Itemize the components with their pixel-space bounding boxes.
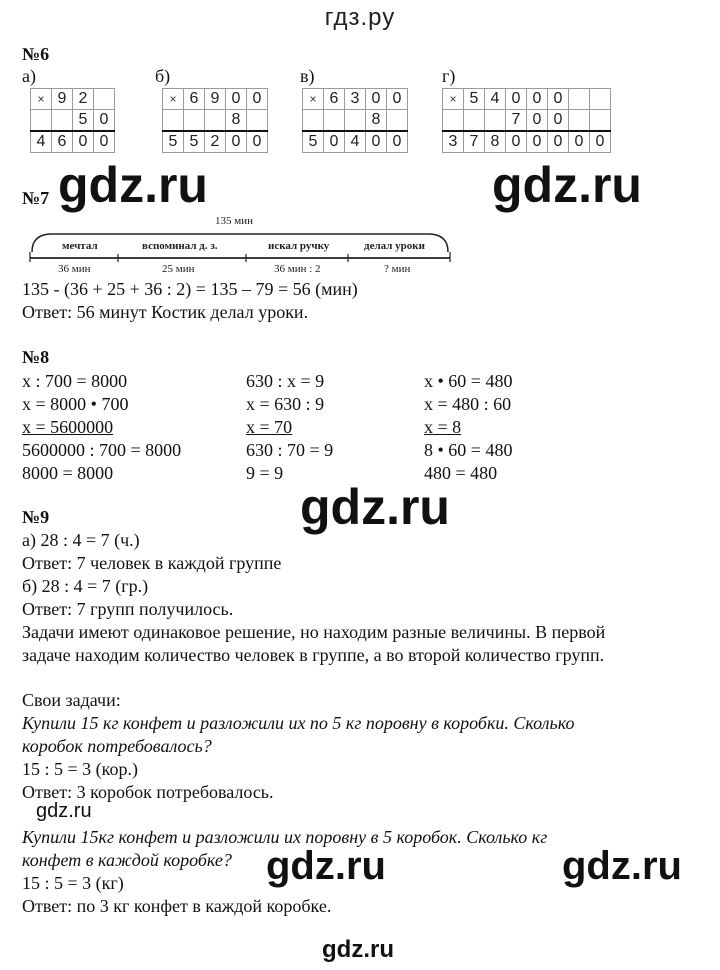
watermark: gdz.ru	[58, 157, 208, 213]
grid-cell	[324, 110, 345, 132]
grid-cell: 5	[184, 131, 205, 153]
grid-cell: 0	[527, 110, 548, 132]
grid-cell: 0	[569, 131, 590, 153]
grid-cell: 0	[94, 110, 115, 132]
times-sign: ×	[31, 89, 52, 110]
grid-cell	[464, 110, 485, 132]
equation-line: x = 630 : 9	[246, 394, 325, 414]
watermark: gdz.ru	[322, 936, 394, 963]
grid-cell: 7	[464, 131, 485, 153]
grid-cell: 0	[247, 131, 268, 153]
own-tasks-heading: Свои задачи:	[22, 690, 121, 710]
task-9-line: б) 28 : 4 = 7 (гр.)	[22, 576, 149, 596]
task-9-number: №9	[22, 507, 50, 527]
equation-result: x = 5600000	[22, 417, 114, 437]
timeline-segment-3: искал ручку	[268, 240, 330, 252]
timeline-value-2: 25 мин	[162, 263, 195, 275]
own-task-2-solution: 15 : 5 = 3 (кг)	[22, 873, 124, 893]
equation-check: 480 = 480	[424, 463, 498, 483]
grid-cell	[303, 110, 324, 132]
own-task-2-text: конфет в каждой коробке?	[22, 850, 232, 870]
grid-cell: 0	[548, 89, 569, 110]
grid-cell: 3	[443, 131, 464, 153]
own-task-1-text: Купили 15 кг конфет и разложили их по 5 кг поровну в коробки. Сколько	[22, 713, 575, 733]
watermark: gdz.ru	[562, 844, 682, 888]
watermark: gdz.ru	[300, 479, 450, 535]
equation-line: x : 700 = 8000	[22, 371, 128, 391]
grid-cell: 0	[590, 131, 611, 153]
grid-cell: 2	[73, 89, 94, 110]
task-8-number: №8	[22, 347, 50, 367]
grid-cell: 9	[205, 89, 226, 110]
grid-cell: 0	[73, 131, 94, 153]
task-6-label-v: в)	[300, 66, 315, 86]
grid-cell: 0	[387, 131, 408, 153]
times-sign: ×	[443, 89, 464, 110]
grid-cell	[52, 110, 73, 132]
grid-cell: 0	[94, 131, 115, 153]
grid-cell: 5	[464, 89, 485, 110]
grid-cell: 3	[345, 89, 366, 110]
grid-cell: 4	[31, 131, 52, 153]
grid-cell	[31, 110, 52, 132]
equation-check: 5600000 : 700 = 8000	[22, 440, 182, 460]
task-6-label-g: г)	[442, 66, 456, 86]
own-task-1-text: коробок потребовалось?	[22, 736, 212, 756]
grid-cell: 8	[485, 131, 506, 153]
grid-cell: 0	[548, 131, 569, 153]
grid-cell: 2	[205, 131, 226, 153]
task-6-number: №6	[22, 44, 50, 64]
grid-cell: 0	[506, 131, 527, 153]
task-7-answer: Ответ: 56 минут Костик делал уроки.	[22, 302, 309, 322]
times-sign: ×	[303, 89, 324, 110]
timeline-value-4: ? мин	[384, 263, 411, 275]
grid-cell: 0	[226, 131, 247, 153]
task-9-line: Задачи имеют одинаковое решение, но находим разные величины. В первой	[22, 622, 606, 642]
grid-cell: 0	[506, 89, 527, 110]
equation-line: x = 480 : 60	[424, 394, 512, 414]
timeline-segment-2: вспоминал д. з.	[142, 240, 218, 252]
grid-cell: 0	[387, 89, 408, 110]
grid-cell: 6	[324, 89, 345, 110]
grid-cell	[590, 110, 611, 132]
timeline-value-1: 36 мин	[58, 263, 91, 275]
grid-cell: 0	[548, 110, 569, 132]
grid-cell: 4	[345, 131, 366, 153]
multiplication-grid-v	[302, 88, 408, 153]
equation-result: x = 8	[424, 417, 462, 437]
grid-cell	[184, 110, 205, 132]
grid-cell	[247, 110, 268, 132]
grid-cell	[443, 110, 464, 132]
task-9-line: задаче находим количество человек в группе, а во второй количество групп.	[22, 645, 605, 665]
equation-line: 630 : x = 9	[246, 371, 325, 391]
multiplication-grid-b	[162, 88, 268, 153]
task-9-line: Ответ: 7 человек в каждой группе	[22, 553, 282, 573]
timeline-segment-4: делал уроки	[364, 240, 425, 252]
grid-cell: 0	[226, 89, 247, 110]
task-7-solution: 135 - (36 + 25 + 36 : 2) = 135 – 79 = 56 (мин)	[22, 279, 358, 299]
grid-cell: 5	[303, 131, 324, 153]
equation-line: x • 60 = 480	[424, 371, 513, 391]
grid-cell: 8	[366, 110, 387, 132]
watermark: gdz.ru	[492, 157, 642, 213]
watermark: gdz.ru	[266, 844, 386, 888]
grid-cell	[569, 110, 590, 132]
grid-cell: 0	[527, 89, 548, 110]
grid-cell: 0	[247, 89, 268, 110]
site-title: гдз.ру	[324, 4, 396, 31]
grid-cell: 9	[52, 89, 73, 110]
grid-cell	[163, 110, 184, 132]
equation-check: 9 = 9	[246, 463, 284, 483]
grid-cell: 5	[163, 131, 184, 153]
timeline-segment-1: мечтал	[62, 240, 98, 252]
grid-cell: 8	[226, 110, 247, 132]
equation-check: 8000 = 8000	[22, 463, 114, 483]
grid-cell: 0	[366, 89, 387, 110]
grid-cell	[345, 110, 366, 132]
grid-cell	[590, 89, 611, 110]
grid-cell: 7	[506, 110, 527, 132]
grid-cell: 5	[73, 110, 94, 132]
equation-check: 630 : 70 = 9	[246, 440, 334, 460]
times-sign: ×	[163, 89, 184, 110]
grid-cell	[94, 89, 115, 110]
task-9-line: Ответ: 7 групп получилось.	[22, 599, 234, 619]
task-6-label-a: а)	[22, 66, 36, 86]
grid-cell: 0	[366, 131, 387, 153]
task-9-line: а) 28 : 4 = 7 (ч.)	[22, 530, 140, 550]
own-task-2-text: Купили 15кг конфет и разложили их поровну в 5 коробок. Сколько кг	[22, 827, 548, 847]
grid-cell	[569, 89, 590, 110]
grid-cell	[205, 110, 226, 132]
grid-cell: 6	[52, 131, 73, 153]
grid-cell: 4	[485, 89, 506, 110]
equation-result: x = 70	[246, 417, 293, 437]
grid-cell	[387, 110, 408, 132]
task-6-label-b: б)	[155, 66, 171, 86]
own-task-1-solution: 15 : 5 = 3 (кор.)	[22, 759, 138, 779]
own-task-1-answer: Ответ: 3 коробок потребовалось.	[22, 782, 274, 802]
grid-cell: 6	[184, 89, 205, 110]
timeline-total-label: 135 мин	[215, 215, 253, 227]
equation-line: x = 8000 • 700	[22, 394, 129, 414]
grid-cell: 0	[527, 131, 548, 153]
task-7-number: №7	[22, 188, 50, 208]
multiplication-grid-a	[30, 88, 115, 153]
own-task-2-answer: Ответ: по 3 кг конфет в каждой коробке.	[22, 896, 332, 916]
grid-cell	[485, 110, 506, 132]
grid-cell: 0	[324, 131, 345, 153]
multiplication-grid-g	[442, 88, 611, 153]
timeline-value-3: 36 мин : 2	[274, 263, 321, 275]
watermark: gdz.ru	[36, 800, 92, 822]
equation-check: 8 • 60 = 480	[424, 440, 513, 460]
